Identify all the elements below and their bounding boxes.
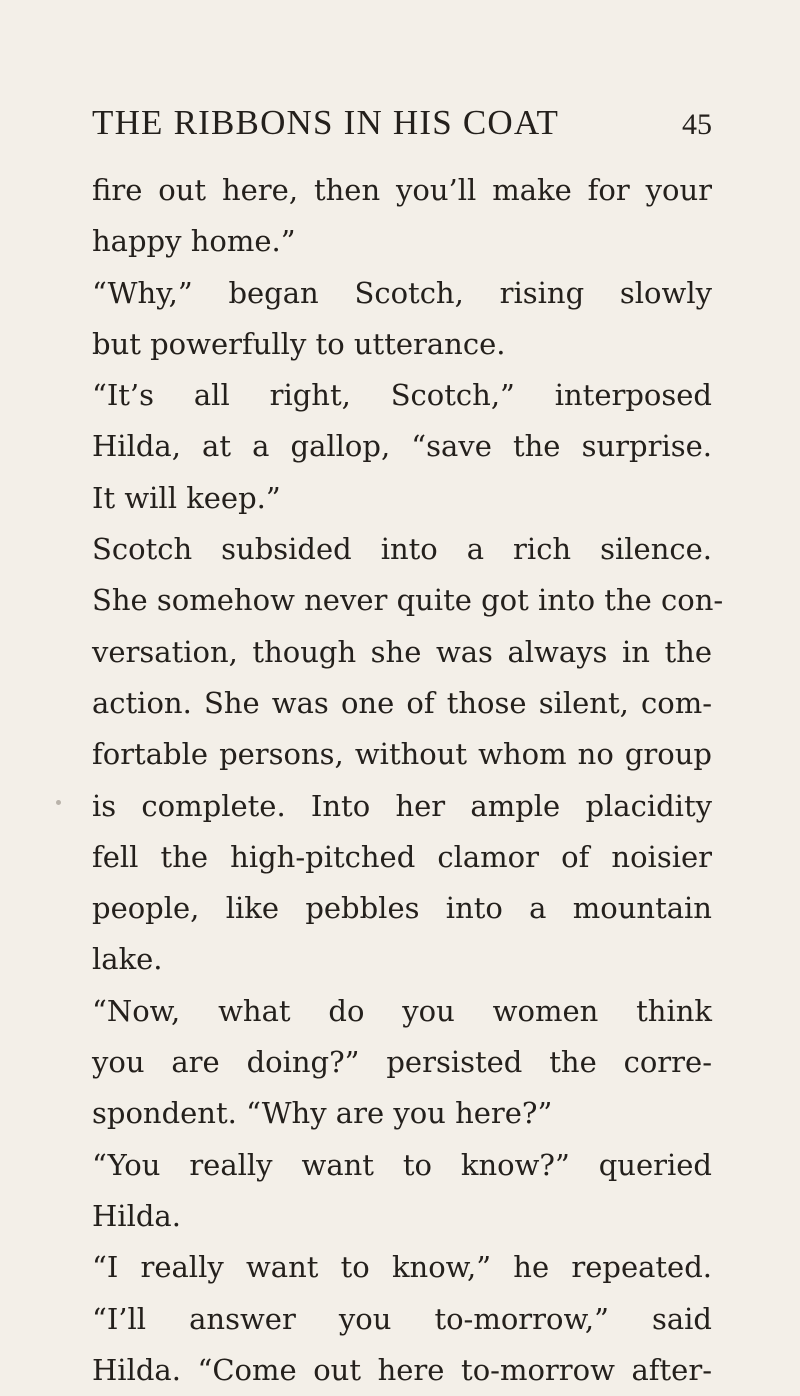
text-line: Hilda.: [92, 1198, 181, 1233]
text-line: “Now, what do you women think: [92, 993, 712, 1028]
text-line: “I really want to know,” he repeated.: [92, 1250, 712, 1285]
text-line: action. She was one of those silent, com-: [92, 685, 712, 720]
text-line: fire out here, then you’ll make for your: [92, 173, 712, 207]
text-line: “Why,” began Scotch, rising slowly: [92, 275, 712, 310]
text-line: Scotch subsided into a rich silence.: [92, 532, 712, 567]
text-line: but powerfully to utterance.: [92, 326, 506, 361]
text-line: Hilda. “Come out here to-morrow after-: [92, 1352, 712, 1387]
text-line: versation, though she was always in the: [92, 634, 712, 669]
page-body-text: [92, 165, 724, 1396]
text-line: “You really want to know?” queried: [92, 1147, 712, 1182]
text-line: It will keep.”: [92, 480, 281, 515]
running-title: THE RIBBONS IN HIS COAT: [92, 103, 560, 142]
text-line: people, like pebbles into a mountain: [92, 891, 712, 926]
text-line: you are doing?” persisted the corre-: [92, 1045, 712, 1080]
text-line: fortable persons, without whom no group: [92, 737, 712, 772]
text-line: lake.: [92, 942, 163, 977]
text-line: is complete. Into her ample placidity: [92, 788, 712, 823]
text-line: fell the high-pitched clamor of noisier: [92, 839, 712, 874]
page-number: 45: [682, 108, 712, 141]
text-line: spondent. “Why are you here?”: [92, 1096, 553, 1131]
text-line: “It’s all right, Scotch,” interposed: [92, 378, 712, 413]
running-header: [92, 103, 712, 153]
text-line: Hilda, at a gallop, “save the surprise.: [92, 429, 712, 464]
text-line: She somehow never quite got into the con-: [92, 583, 724, 618]
text-line: happy home.”: [92, 224, 296, 259]
margin-mark: [56, 800, 61, 805]
text-line: “I’ll answer you to-morrow,” said: [92, 1301, 712, 1336]
